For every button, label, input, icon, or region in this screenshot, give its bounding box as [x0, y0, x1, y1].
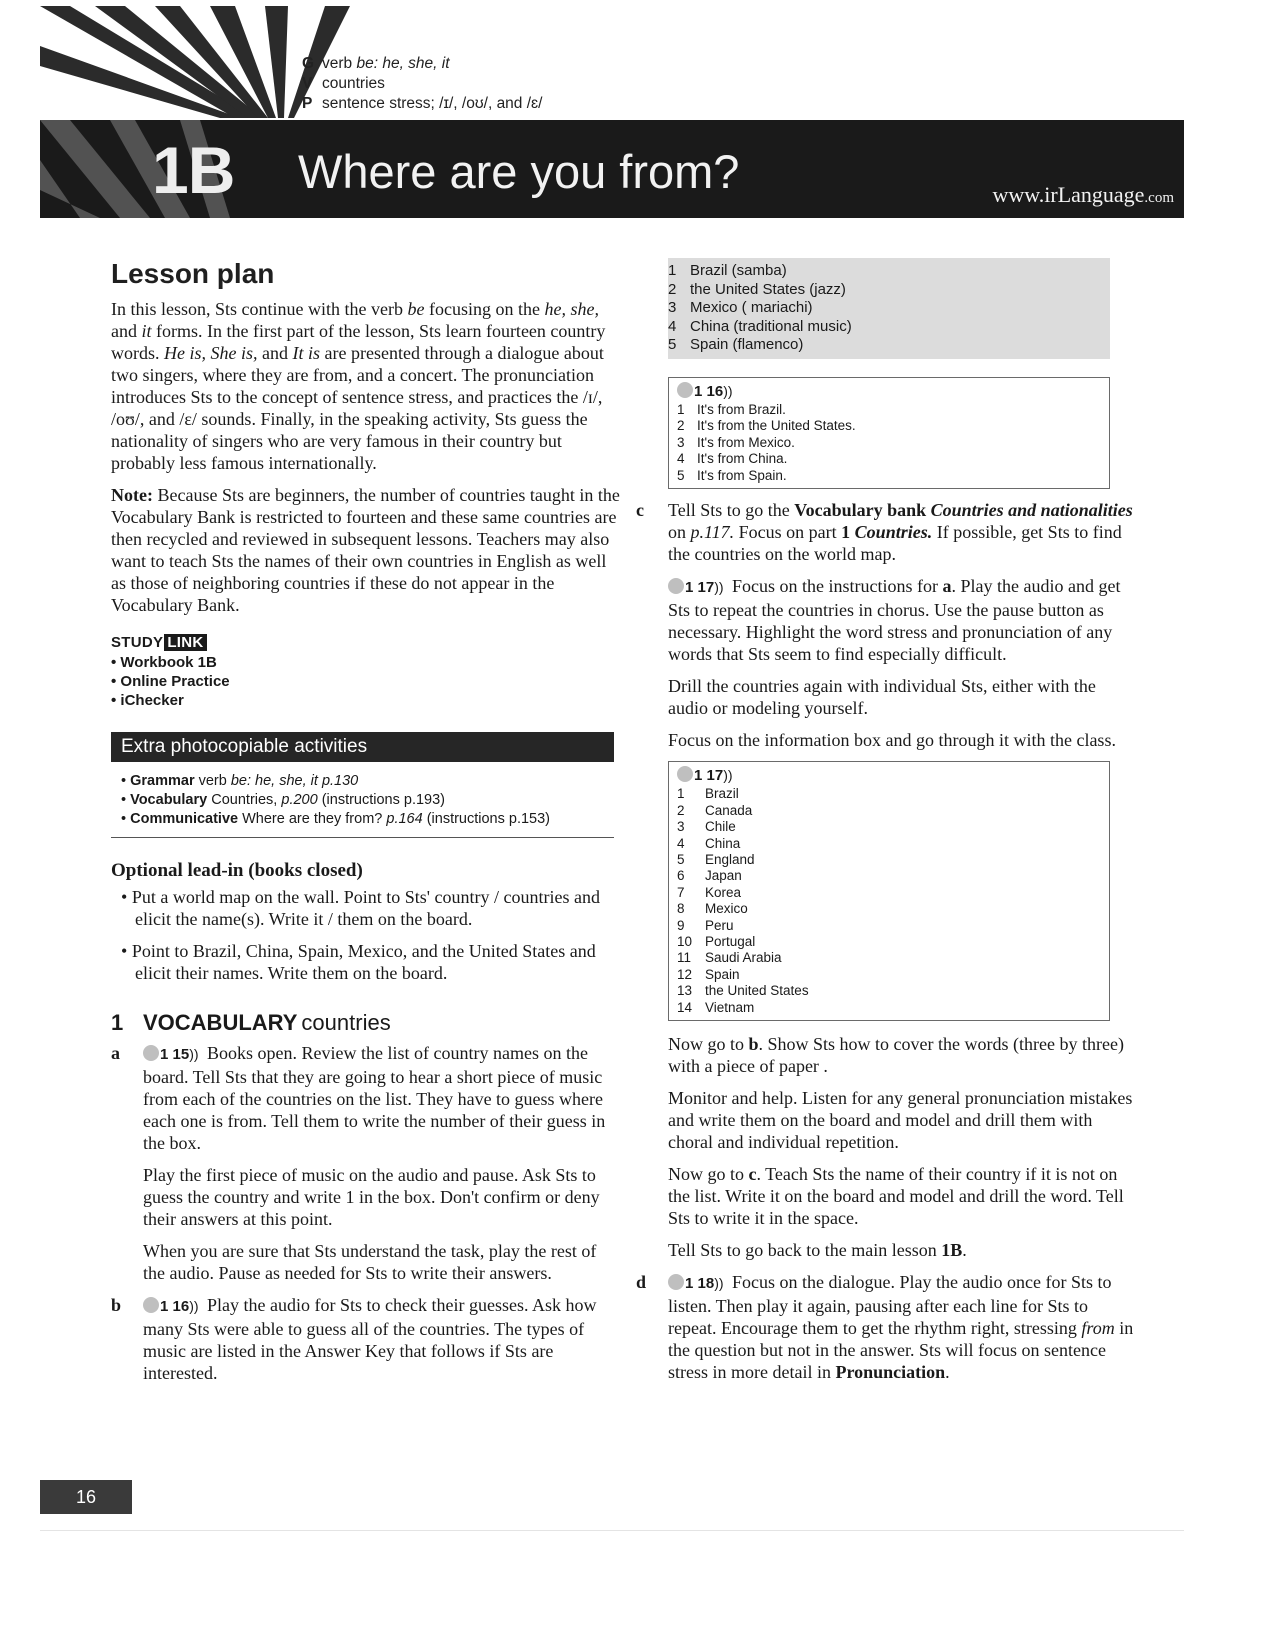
item-d: d 1 18)) Focus on the dialogue. Play the audio once for Sts to listen. Then play it again, pausing after each line for Sts to repeat. Encourage them to get the rhythm right, stressing from in the question but not in the answer. Sts will focus on sentence stress in more detail in Pronunciation.	[636, 1272, 1134, 1383]
script-line: 11 Saudi Arabia	[677, 950, 782, 966]
focus-grammar: G verb be: he, she, it	[302, 55, 450, 72]
optional-bullet: • Point to Brazil, China, Spain, Mexico, and the United States and elicit their names. Write them on the board.	[111, 940, 621, 984]
study-link-title: STUDY LINK	[111, 634, 621, 651]
script-line: 2 Canada	[677, 802, 753, 818]
script-line: 3 Chile	[677, 819, 736, 835]
paragraph-monitor: Monitor and help. Listen for any general pronunciation mistakes and write them on the board and model and drill them with choral and individual repetition.	[668, 1088, 1133, 1153]
audio-icon: 1 17))	[677, 766, 733, 784]
script-line: 5 England	[677, 851, 755, 867]
item-b: b 1 16)) Play the audio for Sts to check their guesses. Ask how many Sts were able to guess all of the countries. The types of music are listed in the Answer Key that follows if Sts are interested.	[111, 1295, 597, 1383]
page-number: 16	[40, 1480, 132, 1514]
script-line: 13 the United States	[677, 983, 809, 999]
script-line: 12 Spain	[677, 966, 740, 982]
study-item: • Workbook 1B	[111, 653, 621, 672]
script-line: 2 It's from the United States.	[677, 418, 856, 434]
answer-row: 5 Spain (flamenco)	[668, 336, 804, 353]
script-line: 3 It's from Mexico.	[677, 434, 795, 450]
footer-divider	[40, 1530, 1184, 1531]
lesson-plan-heading: Lesson plan	[111, 258, 275, 289]
audio-script-1-17	[668, 761, 1110, 1021]
focus-pronunciation: P sentence stress; /ɪ/, /oʊ/, and /ɛ/	[302, 95, 543, 112]
extra-activities-heading: Extra photocopiable activities	[111, 732, 614, 762]
study-item: • iChecker	[111, 691, 621, 710]
paragraph-back-to-lesson: Tell Sts to go back to the main lesson 1B.	[668, 1240, 967, 1261]
extra-item-vocabulary: • Vocabulary Countries, p.200 (instructions p.193)	[119, 791, 614, 810]
audio-script-1-16	[668, 377, 1110, 489]
script-line: 10 Portugal	[677, 934, 756, 949]
answer-row: 4 China (traditional music)	[668, 317, 852, 335]
audio-icon: 1 15))	[143, 1043, 199, 1066]
answer-row: 3 Mexico ( mariachi)	[668, 299, 813, 316]
paragraph-go-to-c: Now go to c. Teach Sts the name of their country if it is not on the list. Write it on the board and model and drill the word. Tell Sts to write it in the space.	[668, 1164, 1124, 1229]
audio-icon: 1 16))	[677, 382, 733, 400]
script-line: 4 It's from China.	[677, 451, 788, 467]
extra-item-grammar: • Grammar verb be: he, she, it p.130	[119, 772, 614, 791]
script-line: 1 It's from Brazil.	[677, 401, 786, 417]
optional-bullet: • Put a world map on the wall. Point to Sts' country / countries and elicit the name(s). Write it / them on the board.	[111, 886, 621, 930]
left-column	[111, 258, 621, 1394]
item-a: a 1 15)) Books open. Review the list of country names on the board. Tell Sts that they are going to hear a short piece of music from each of the countries on the list. They have to guess where each one is from. Tell them to write the number of their guess in the box. Play the first piece of music on the audio and pause. Ask Sts to guess the country and write 1 in the box. Don't confirm or deny their answers at this point. When you are sure that Sts understand the task, play the rest of the audio. Pause as needed for Sts to write their answers.	[111, 1043, 606, 1283]
answer-key-box	[668, 258, 1110, 359]
script-line: 1 Brazil	[677, 786, 739, 802]
script-line: 7 Korea	[677, 884, 742, 900]
lesson-code: 1B	[152, 133, 235, 207]
answer-row: 1 Brazil (samba)	[668, 262, 787, 279]
watermark: www.irLanguage.com	[992, 182, 1174, 207]
audio-icon: 1 17))	[668, 576, 724, 599]
vocabulary-heading: 1 VOCABULARY countries	[111, 1010, 391, 1035]
script-line: 4 China	[677, 835, 741, 851]
audio-icon: 1 16))	[143, 1295, 199, 1318]
note-paragraph: Note: Because Sts are beginners, the number of countries taught in the Vocabulary Bank is restricted to fourteen and these same countries are then recycled and reviewed in subsequent lessons. Teachers may also want to teach Sts the names of their own countries in English as well as those of neighboring countries if these do not appear in the Vocabulary Bank.	[111, 485, 620, 615]
extra-activities-list	[111, 772, 614, 838]
extra-item-communicative: • Communicative Where are they from? p.164 (instructions p.153)	[119, 810, 614, 829]
lesson-title: Where are you from?	[298, 145, 740, 198]
answer-row: 2 the United States (jazz)	[668, 280, 846, 298]
item-c: c Tell Sts to go the Vocabulary bank Countries and nationalities on p.117. Focus on part 1 Countries. If possible, get Sts to find the countries on the world map. 1 17)) Focus on the instructions for a. Play the audio and get Sts to repeat the countries in chorus. Use the pause button as necessary. Highlight the word stress and pronunciation of any words that Sts seem to find especially difficult. Drill the countries again with individual Sts, either with the audio or modeling yourself. Focus on the information box and go through it with the class.	[636, 499, 1133, 750]
audio-icon: 1 18))	[668, 1272, 724, 1295]
script-line: 5 It's from Spain.	[677, 467, 787, 483]
focus-vocabulary: V countries	[302, 75, 385, 92]
script-line: 6 Japan	[677, 868, 742, 884]
lesson-focus-list	[302, 54, 542, 114]
paragraph-go-to-b: Now go to b. Show Sts how to cover the words (three by three) with a piece of paper .	[668, 1034, 1124, 1077]
script-line: 9 Peru	[677, 917, 734, 933]
script-line: 14 Vietnam	[677, 999, 755, 1015]
right-column	[636, 258, 1172, 1393]
study-item: • Online Practice	[111, 672, 621, 691]
script-line: 8 Mexico	[677, 901, 748, 917]
study-link-box	[111, 634, 621, 710]
optional-lead-in-heading: Optional lead-in (books closed)	[111, 860, 363, 881]
intro-paragraph: In this lesson, Sts continue with the verb be focusing on the he, she, and it forms. In the first part of the lesson, Sts learn fourteen country words. He is, She is, and It is are presented through a dialogue about two singers, where they are from, and a concert. The pronunciation introduces Sts to the concept of sentence stress, and practices the /ɪ/, /oʊ/, and /ɛ/ sounds. Finally, in the speaking activity, Sts guess the nationality of singers who are very famous in their country but probably less famous internationally.	[111, 299, 606, 473]
title-banner	[40, 120, 1184, 218]
